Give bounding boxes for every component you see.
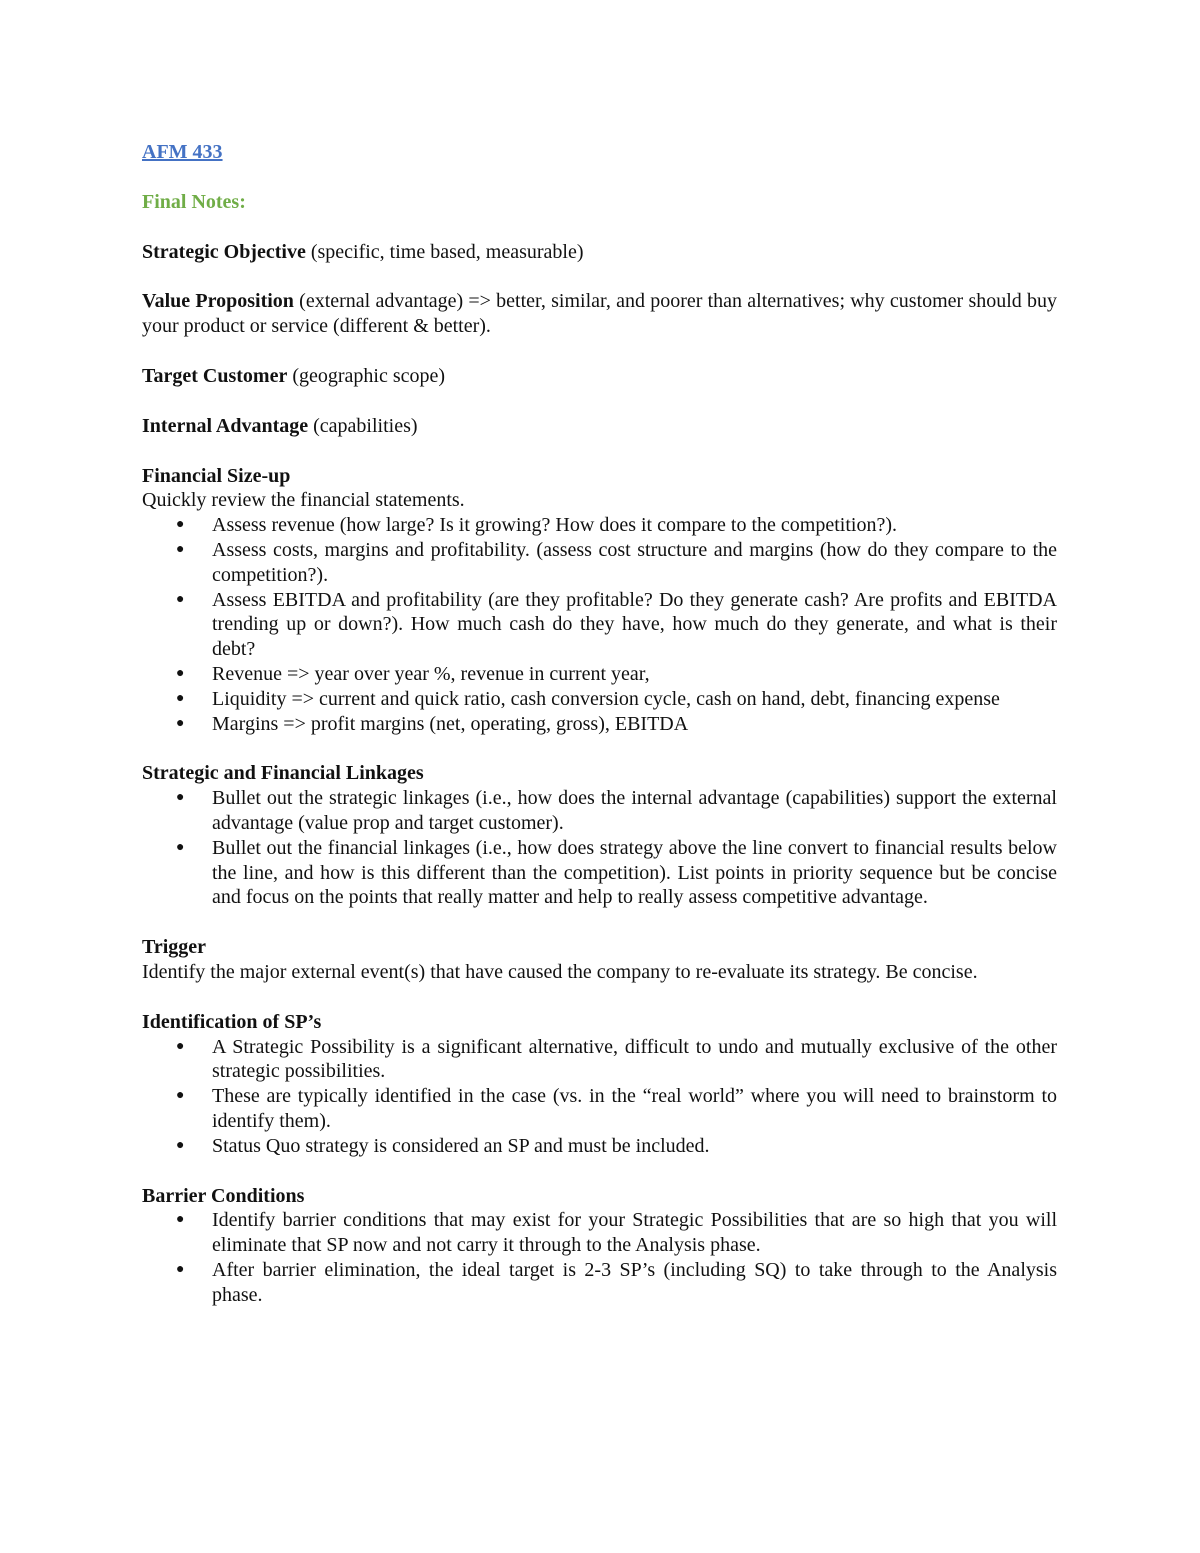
list-item bbox=[142, 538, 1057, 588]
bullet-icon: ● bbox=[176, 1212, 185, 1228]
list-item bbox=[142, 1208, 1057, 1258]
list-item-text: After barrier elimination, the ideal target is 2-3 SP’s (including SQ) to take through to the Analysis phase. bbox=[212, 1258, 1057, 1306]
bullet-icon: ● bbox=[176, 541, 185, 557]
bullet-list bbox=[142, 1208, 1057, 1307]
term-desc: (geographic scope) bbox=[287, 364, 446, 387]
term-value-proposition bbox=[142, 289, 1057, 339]
notes-title: Final Notes: bbox=[142, 190, 246, 213]
bullet-icon: ● bbox=[176, 1137, 185, 1153]
list-item-text: Status Quo strategy is considered an SP and must be included. bbox=[212, 1134, 710, 1157]
bullet-icon: ● bbox=[176, 1261, 185, 1277]
term-label: Target Customer bbox=[142, 364, 288, 387]
section-heading: Strategic and Financial Linkages bbox=[142, 762, 424, 785]
section-barrier-conditions bbox=[142, 1184, 1057, 1308]
list-item-text: These are typically identified in the case (vs. in the “real world” where you will need to brainstorm to identify them). bbox=[212, 1085, 1057, 1132]
list-item-text: Liquidity => current and quick ratio, cash conversion cycle, cash on hand, debt, financing expense bbox=[212, 687, 1000, 710]
section-financial-size-up bbox=[142, 464, 1057, 737]
list-item bbox=[142, 513, 1057, 538]
list-item bbox=[142, 712, 1057, 737]
term-strategic-objective bbox=[142, 240, 1057, 265]
list-item-text: Assess EBITDA and profitability (are they profitable? Do they generate cash? Are profits and EBITDA trending up or down?). How much cash do they have, how much do they generate, and what is their debt? bbox=[212, 588, 1057, 661]
list-item bbox=[142, 662, 1057, 687]
list-item-text: Margins => profit margins (net, operating, gross), EBITDA bbox=[212, 712, 689, 735]
section-heading: Trigger bbox=[142, 936, 207, 959]
section-intro: Identify the major external event(s) that have caused the company to re-evaluate its strategy. Be concise. bbox=[142, 960, 978, 983]
term-label: Internal Advantage bbox=[142, 414, 309, 437]
list-item-text: Identify barrier conditions that may exist for your Strategic Possibilities that are so high that you will eliminate that SP now and not carry it through to the Analysis phase. bbox=[212, 1209, 1057, 1257]
bullet-icon: ● bbox=[176, 690, 185, 706]
section-intro: Quickly review the financial statements. bbox=[142, 489, 465, 512]
section-identification-of-sps bbox=[142, 1010, 1057, 1159]
bullet-list bbox=[142, 786, 1057, 910]
section-heading: Barrier Conditions bbox=[142, 1184, 305, 1207]
section-heading: Financial Size-up bbox=[142, 464, 291, 487]
list-item bbox=[142, 1258, 1057, 1308]
list-item-text: Revenue => year over year %, revenue in current year, bbox=[212, 662, 650, 685]
list-item bbox=[142, 588, 1057, 662]
list-item-text: Assess costs, margins and profitability. (assess cost structure and margins (how do they compare to the competition?). bbox=[212, 538, 1057, 586]
bullet-icon: ● bbox=[176, 517, 185, 533]
bullet-icon: ● bbox=[176, 839, 185, 855]
list-item bbox=[142, 786, 1057, 836]
list-item-text: Bullet out the strategic linkages (i.e., how does the internal advantage (capabilities) support the external advantage (value prop and target customer). bbox=[212, 787, 1057, 834]
bullet-icon: ● bbox=[176, 790, 185, 806]
term-target-customer bbox=[142, 364, 1057, 389]
section-heading: Identification of SP’s bbox=[142, 1010, 322, 1033]
bullet-icon: ● bbox=[176, 1038, 185, 1054]
section-trigger bbox=[142, 935, 1057, 985]
term-desc: (external advantage) => better, similar, and poorer than alternatives; why customer should buy your product or service (different & better). bbox=[142, 290, 1058, 338]
list-item bbox=[142, 836, 1057, 910]
bullet-list bbox=[142, 1035, 1057, 1159]
list-item-text: Assess revenue (how large? Is it growing? How does it compare to the competition?). bbox=[212, 514, 897, 537]
list-item bbox=[142, 1035, 1057, 1085]
document-page bbox=[142, 140, 1057, 1307]
term-label: Value Proposition bbox=[142, 290, 294, 313]
list-item bbox=[142, 1134, 1057, 1159]
course-title: AFM 433 bbox=[142, 141, 223, 163]
list-item bbox=[142, 687, 1057, 712]
list-item-text: A Strategic Possibility is a significant alternative, difficult to undo and mutually exclusive of the other strategic possibilities. bbox=[212, 1035, 1057, 1083]
term-internal-advantage bbox=[142, 414, 1057, 439]
term-label: Strategic Objective bbox=[142, 240, 306, 263]
list-item bbox=[142, 1084, 1057, 1134]
bullet-icon: ● bbox=[176, 665, 185, 681]
term-desc: (capabilities) bbox=[308, 414, 418, 437]
section-strategic-financial-linkages bbox=[142, 761, 1057, 910]
list-item-text: Bullet out the financial linkages (i.e., how does strategy above the line convert to financial results below the line, and how is this different than the competition). List points in priority sequence but be concise and focus on the points that really matter and help to really assess competitive advantage. bbox=[212, 836, 1057, 909]
term-desc: (specific, time based, measurable) bbox=[305, 240, 584, 263]
bullet-icon: ● bbox=[176, 591, 185, 607]
bullet-list bbox=[142, 513, 1057, 736]
bullet-icon: ● bbox=[176, 1088, 185, 1104]
bullet-icon: ● bbox=[176, 715, 185, 731]
